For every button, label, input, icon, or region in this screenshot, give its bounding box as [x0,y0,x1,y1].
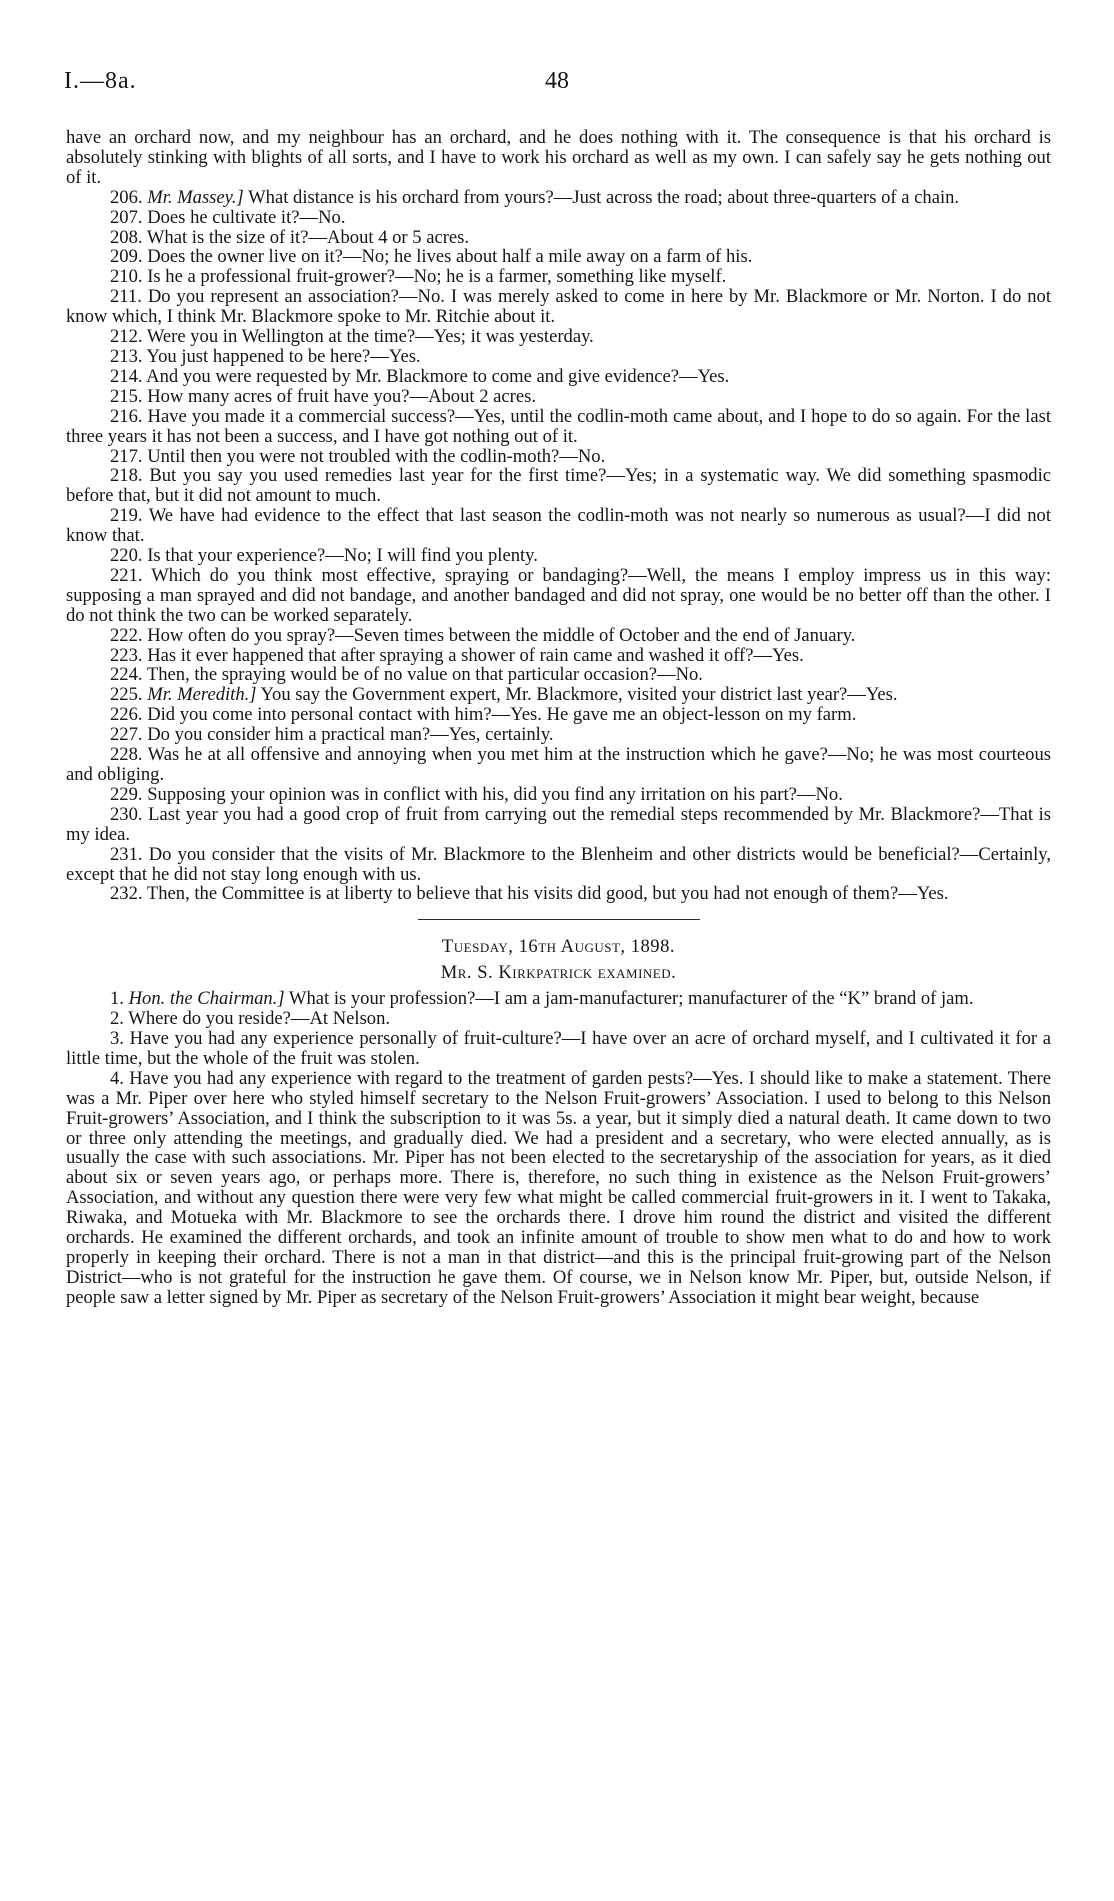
question-answer-paragraph [66,1029,1051,1069]
question-number: 210. [110,266,143,288]
question-number: 223. [110,644,143,666]
question-answer-paragraph [66,725,1051,745]
question-answer-paragraph [66,387,1051,407]
questioner-name: Mr. Massey.] [147,186,244,208]
session-date: Tuesday, 16th August, 1898. [441,936,676,958]
question-number: 222. [110,624,143,646]
question-answer-text: Do you represent an association?—No. I was merely asked to come in here by Mr. Blackmore or Mr. Norton. I do not know which, I think Mr. Blackmore spoke to Mr. Ritchie about it. [66,286,1051,328]
question-answer-paragraph [66,685,1051,705]
question-answer-text: Does the owner live on it?—No; he lives about half a mile away on a farm of his. [147,246,753,268]
question-number: 215. [110,385,143,407]
question-number: 209. [110,246,143,268]
question-answer-text: Is that your experience?—No; I will find you plenty. [147,545,538,567]
question-answer-text: You just happened to be here?—Yes. [146,345,421,367]
witness-heading: Mr. S. Kirkpatrick examined. [440,962,677,984]
question-number: 207. [110,206,143,228]
question-answer-paragraph [66,705,1051,725]
continuation-paragraph: have an orchard now, and my neighbour has an orchard, and he does nothing with it. The consequence is that his orchard is absolutely stinking with blights of all sorts, and I have to work his orchard as well as my own. I can safely say he gets nothing out of it. [66,127,1051,188]
question-answer-text: Have you made it a commercial success?—Yes, until the codlin-moth came about, and I hope to do so again. For the last three years it has not been a success, and I have got nothing out of it. [66,405,1051,447]
question-answer-text: Was he at all offensive and annoying when you met him at the instruction which he gave?—No; he was most courteous and obliging. [66,744,1052,785]
question-answer-paragraph [66,347,1051,367]
question-answer-text: Where do you reside?—At Nelson. [128,1008,391,1030]
question-answer-paragraph [66,884,1051,904]
question-number: 225. [110,684,143,706]
question-answer-text: Supposing your opinion was in conflict with his, did you find any irritation on his part?—No. [147,783,843,805]
question-number: 4. [110,1067,124,1089]
question-answer-text: Do you consider him a practical man?—Yes, certainly. [147,724,554,746]
question-number: 206. [110,186,143,208]
question-number: 219. [110,505,143,527]
question-answer-text: Last year you had a good crop of fruit from carrying out the remedial steps recommended by Mr. Blackmore?—That is my idea. [66,803,1051,845]
question-answer-text: Do you consider that the visits of Mr. Blackmore to the Blenheim and other districts would be beneficial?—Certainly, except that he did not stay long enough with us. [66,843,1051,885]
section-divider [418,919,700,920]
question-answer-paragraph [66,546,1051,566]
question-answer-text: Has it ever happened that after spraying a shower of rain came and washed it off?—Yes. [147,644,804,666]
question-answer-paragraph [66,665,1051,685]
question-answer-paragraph [66,1009,1051,1029]
questioner-name: Hon. the Chairman.] [128,988,285,1010]
question-answer-text: Then, the Committee is at liberty to believe that his visits did good, but you had not enough of them?—Yes. [146,883,949,905]
question-answer-paragraph [66,466,1051,506]
question-answer-text: We have had evidence to the effect that last season the codlin-moth was not nearly so numerous as usual?—I did not know that. [66,505,1052,547]
question-answer-text: Did you come into personal contact with him?—Yes. He gave me an object-lesson on my farm. [147,704,857,726]
question-answer-paragraph [66,845,1051,885]
question-answer-text: What is your profession?—I am a jam-manufacturer; manufacturer of the “K” brand of jam. [288,988,974,1010]
question-number: 216. [110,405,143,427]
question-answer-paragraph [66,228,1051,248]
question-answer-text: Until then you were not troubled with the codlin-moth?—No. [147,445,606,467]
question-answer-paragraph [66,989,1051,1009]
question-answer-text: And you were requested by Mr. Blackmore to come and give evidence?—Yes. [146,365,730,387]
question-number: 1. [110,988,124,1010]
question-number: 228. [110,744,143,766]
evidence-list-continued [66,188,1051,905]
questioner-name: Mr. Meredith.] [147,684,257,706]
question-number: 220. [110,545,143,567]
question-answer-text: Have you had any experience with regard to the treatment of garden pests?—Yes. I should like to make a statement. There was a Mr. Piper over here who styled himself secretary to the Nelson Fruit-growers’ Association. I used to belong to this Nelson Fruit-growers’ Association, and I think the subscription to it was 5s. a year, but it simply died a natural death. It came down to two or three only attending the meetings, and gradually died. We had a president and a secretary, who were elected annually, as is usually the case with such associations. Mr. Piper has not been elected to the secretaryship of the association for years, as it died about six or seven years ago, or perhaps more. There is, therefore, no such thing in existence as the Nelson Fruit-growers’ Association, and without any question there were very few what might be called commercial fruit-growers in it. I went to Takaka, Riwaka, and Motueka with Mr. Blackmore to see the orchards there. I drove him round the district and visited the different orchards. He examined the different orchards, and took an infinite amount of trouble to show men what to do and how to work properly in keeping their orchard. There is not a man in that district—and this is the principal fruit-growing part of the Nelson District—who is not grateful for the instruction he gave them. Of course, we in Nelson know Mr. Piper, but, outside Nelson, if people saw a letter signed by Mr. Piper as secretary of the Nelson Fruit-growers’ Association it might bear weight, because [66,1067,1051,1308]
question-answer-paragraph [66,745,1051,785]
question-number: 217. [110,445,143,467]
question-number: 212. [110,326,143,348]
question-answer-paragraph [66,287,1051,327]
question-answer-text: Have you had any experience personally of fruit-culture?—I have over an acre of orchard myself, and I cultivated it for a little time, but the whole of the fruit was stolen. [66,1027,1051,1069]
question-answer-paragraph [66,1069,1051,1308]
question-number: 2. [110,1008,124,1030]
question-answer-text: Is he a professional fruit-grower?—No; he is a farmer, something like myself. [147,266,727,288]
question-answer-paragraph [66,327,1051,347]
question-number: 232. [110,883,143,905]
question-number: 227. [110,724,143,746]
question-answer-paragraph [66,626,1051,646]
question-answer-paragraph [66,407,1051,447]
question-answer-paragraph [66,188,1051,208]
question-number: 211. [110,286,142,308]
page-header [64,68,1050,98]
question-answer-paragraph [66,566,1051,626]
question-number: 221. [110,564,143,586]
question-answer-paragraph [66,805,1051,845]
question-answer-text: Which do you think most effective, spraying or bandaging?—Well, the means I employ impress us in this way: supposing a man sprayed and did not bandage, and another bandaged and did not spray, one would be no better off than the other. I do not think the two can be worked separately. [66,564,1052,626]
question-answer-text: But you say you used remedies last year for the first time?—Yes; in a systematic way. We did something spasmodic before that, but it did not amount to much. [66,465,1051,507]
document-body [66,128,1051,1308]
question-number: 231. [110,843,143,865]
question-number: 229. [110,783,143,805]
question-answer-paragraph [66,447,1051,467]
question-answer-paragraph [66,208,1051,228]
question-number: 208. [110,226,143,248]
question-answer-text: You say the Government expert, Mr. Blackmore, visited your district last year?—Yes. [260,684,898,706]
question-answer-text: How often do you spray?—Seven times between the middle of October and the end of January. [147,624,856,646]
question-answer-paragraph [66,367,1051,387]
question-number: 3. [110,1027,124,1049]
question-answer-text: How many acres of fruit have you?—About 2 acres. [147,385,536,407]
question-number: 224. [110,664,143,686]
question-answer-text: Were you in Wellington at the time?—Yes; it was yesterday. [146,326,594,348]
question-answer-text: Then, the spraying would be of no value on that particular occasion?—No. [146,664,703,686]
question-answer-text: What is the size of it?—About 4 or 5 acres. [146,226,470,248]
question-answer-paragraph [66,646,1051,666]
paper-reference: I.—8a. [64,68,137,94]
question-answer-text: Does he cultivate it?—No. [147,206,346,228]
question-answer-paragraph [66,506,1051,546]
question-answer-text: What distance is his orchard from yours?—Just across the road; about three-quarters of a chain. [248,186,960,208]
page-number: 48 [545,68,569,94]
evidence-list-kirkpatrick [66,989,1051,1308]
question-number: 226. [110,704,143,726]
question-number: 218. [110,465,143,487]
question-answer-paragraph [66,785,1051,805]
question-number: 230. [110,803,143,825]
question-number: 213. [110,345,143,367]
question-answer-paragraph [66,267,1051,287]
question-answer-paragraph [66,247,1051,267]
question-number: 214. [110,365,143,387]
